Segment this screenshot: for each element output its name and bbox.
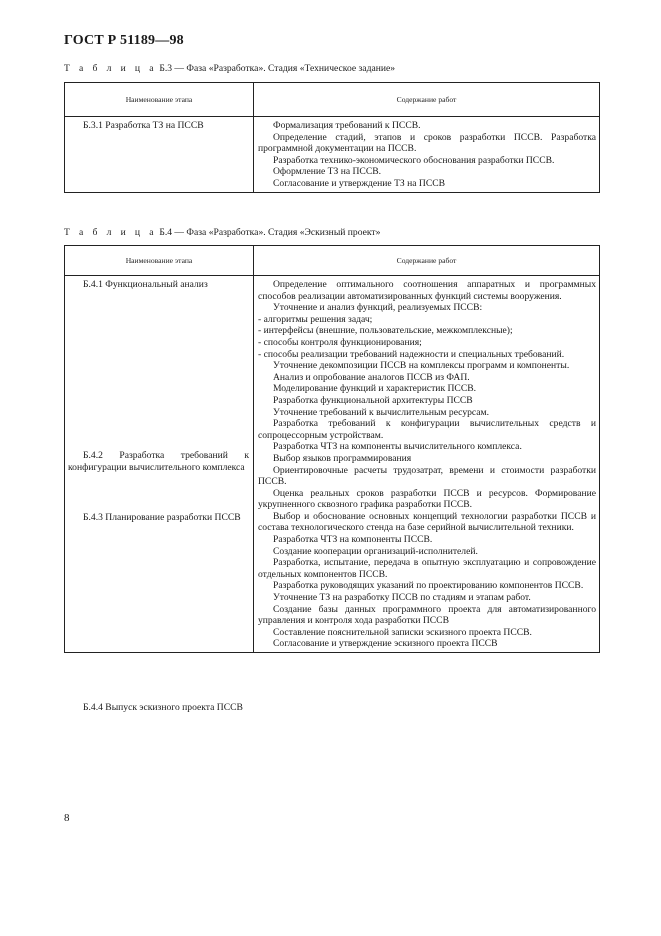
table-b4-work-item: Ориентировочные расчеты трудозатрат, времени и стоимости разработки ПССВ. [258, 464, 596, 488]
table-b3-works [253, 117, 599, 192]
table-b4-stage-4-3: Б.4.3 Планирование разработки ПССВ [83, 512, 241, 523]
table-b4-work-item: Согласование и утверждение эскизного проекта ПССВ [273, 638, 498, 650]
table-b4-caption-title: Б.4 — Фаза «Разработка». Стадия «Эскизный проект» [159, 227, 381, 238]
table-b4-work-item: Выбор и обоснование основных концепций технологии разработки ПССВ и состава технологического стенда на базе серийной вычислительной техники. [258, 510, 596, 534]
table-b3-work-item: Определение стадий, этапов и сроков разработки ПССВ. Разработка программной документации на ПССВ. [258, 131, 596, 155]
table-b4-work-item: - способы реализации требований надежности и специальных требований. [258, 348, 565, 360]
table-b4-caption [64, 227, 380, 239]
table-b3-caption-prefix: Т а б л и ц а [64, 63, 157, 74]
table-b4-work-item: - интерфейсы (внешние, пользовательские, межкомплексные); [258, 325, 513, 337]
page-number: 8 [64, 812, 70, 824]
table-b4-caption-prefix: Т а б л и ц а [64, 227, 157, 238]
table-b3-body [65, 117, 599, 192]
table-b3-work-item: Формализация требований к ПССВ. [273, 120, 421, 131]
table-b4-header [65, 246, 599, 276]
table-b4-work-item: Оценка реальных сроков разработки ПССВ и ресурсов. Формирование укрупненного сквозного графика разработки ПССВ. [258, 487, 596, 511]
table-b4-work-item: Анализ и опробование аналогов ПССВ из ФАП. [273, 371, 470, 383]
table-b4-work-item: Создание кооперации организаций-исполнителей. [273, 545, 478, 557]
table-b4-work-item: Уточнение декомпозиции ПССВ на комплексы программ и компоненты. [273, 360, 570, 372]
table-b4-work-item: - способы контроля функционирования; [258, 336, 422, 348]
table-b4-work-item: Уточнение ТЗ на разработку ПССВ по стадиям и этапам работ. [273, 592, 531, 604]
table-b4-stage-4-1: Б.4.1 Функциональный анализ [83, 279, 208, 290]
table-b4-work-item: Разработка функциональной архитектуры ПССВ [273, 394, 473, 406]
table-b4-work-item: Разработка ЧТЗ на компоненты вычислительного комплекса. [273, 441, 522, 453]
table-b4-work-item: Уточнение и анализ функций, реализуемых ПССВ: [273, 302, 483, 314]
table-b4-work-item: Разработка требований к конфигурации вычислительных средств и сопроцессорным устройствам. [258, 418, 596, 441]
table-b3-caption [64, 63, 395, 75]
table-b4-body [65, 276, 599, 713]
table-b3-stage: Б.3.1 Разработка ТЗ на ПССВ [83, 120, 204, 131]
table-b3-stage-column [65, 117, 253, 192]
table-b4-work-item: Составление пояснительной записки эскизного проекта ПССВ. [273, 626, 532, 638]
table-b4-work-item: Выбор языков программирования [273, 452, 412, 464]
table-b4-work-item: Разработка, испытание, передача в опытную эксплуатацию и сопровождение отдельных компонентов ПССВ. [258, 557, 596, 580]
table-b4-work-item: Определение оптимального соотношения аппаратных и программных способов реализации автоматизированных функций системы вооружения. [258, 279, 596, 302]
table-b4 [64, 245, 600, 713]
table-b3-work-item: Разработка технико-экономического обоснования разработки ПССВ. [273, 154, 555, 166]
table-b3-work-item: Согласование и утверждение ТЗ на ПССВ [273, 177, 446, 189]
table-b4-work-item: Разработка руководящих указаний по проектированию компонентов ПССВ. [273, 580, 584, 592]
table-b3-header [65, 83, 599, 117]
table-b4-work-item: Моделирование функций и характеристик ПССВ. [273, 383, 477, 395]
table-b3 [64, 82, 600, 193]
table-b4-work-item: - алгоритмы решения задач; [258, 313, 373, 325]
document-standard-header: ГОСТ Р 51189—98 [64, 33, 184, 48]
table-b3-work-item: Оформление ТЗ на ПССВ. [273, 166, 382, 178]
table-b4-works [253, 276, 599, 652]
table-b4-work-item: Уточнение требований к вычислительным ресурсам. [273, 406, 490, 418]
table-b3-caption-title: Б.3 — Фаза «Разработка». Стадия «Техническое задание» [159, 63, 396, 74]
table-b4-work-item: Разработка ЧТЗ на компоненты ПССВ. [273, 534, 433, 546]
table-b4-stage-4-2: Б.4.2 Разработка требований к конфигурации вычислительного комплекса [68, 450, 249, 473]
table-b4-stage-4-4: Б.4.4 Выпуск эскизного проекта ПССВ [83, 702, 243, 713]
table-b3-col1-header: Наименование этапа [125, 94, 193, 104]
table-b4-col2-header: Содержание работ [253, 246, 599, 275]
table-b4-col1-header: Наименование этапа [125, 255, 193, 265]
table-b4-work-item: Создание базы данных программного проекта для автоматизированного управления и контроля хода разработки ПССВ [258, 603, 596, 627]
table-b4-stage-column [65, 276, 253, 713]
table-b3-col2-header: Содержание работ [253, 83, 599, 116]
